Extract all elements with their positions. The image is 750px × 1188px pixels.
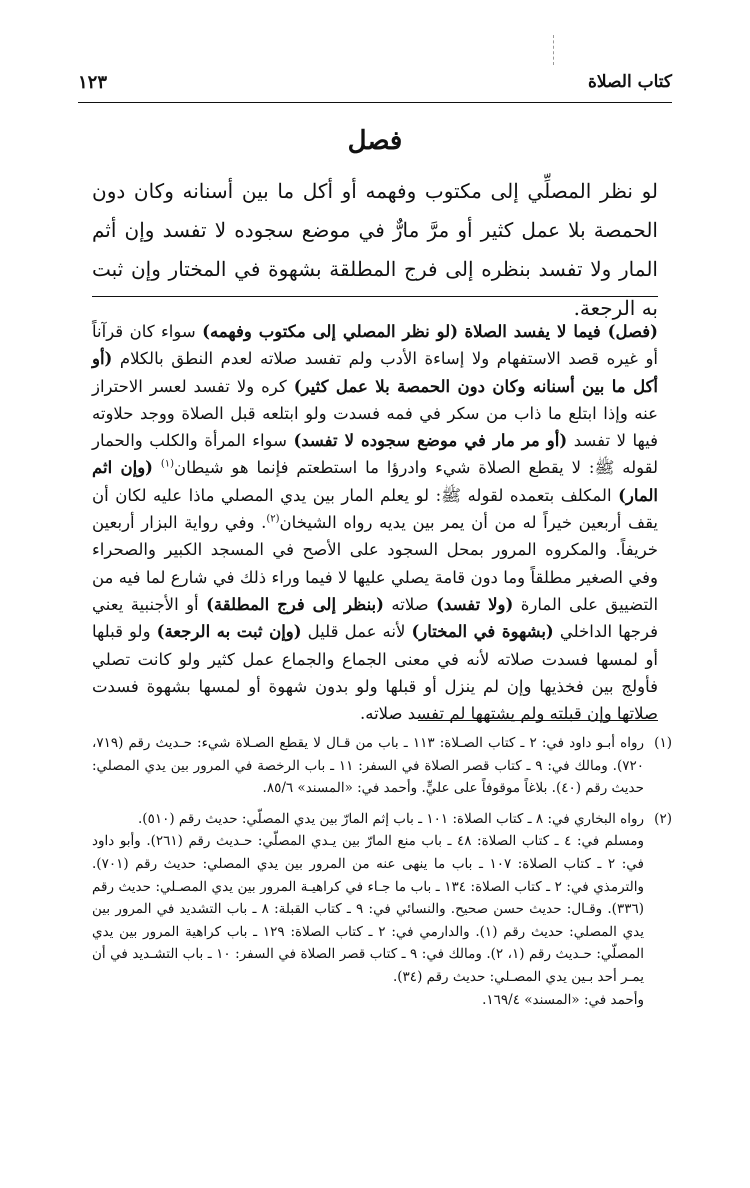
commentary-quote: (بشهوة في المختار) (411, 622, 554, 642)
text-divider (92, 296, 658, 297)
matn-text: لو نظر المصلِّي إلى مكتوب وفهمه أو أكل ما بين أسنانه وكان دون الحمصة بلا عمل كثير أو مرَّ مارٌّ في موضع سجوده لا تفسد وإن أثم المار ولا تفسد بنظره إلى فرج المطلقة بشهوة في المختار وإن ثبت به الرجعة. (92, 179, 658, 320)
footnote-text: رواه أبـو داود في: ٢ ـ كتاب الصـلاة: ١١٣ ـ باب من قـال لا يقطع الصـلاة شيء: حـديث رقم (٧١٩، ٧٢٠). ومالك في: ٩ ـ كتاب قصر الصلاة في السفر: ١١ ـ باب الرخصة في المرور بين يدي المصلي: حديث رقم (٤٠). بلاغاً موقوفاً على عليٍّ. وأحمد في: «المسند» ٨٥/٦. (92, 735, 644, 797)
commentary-quote: (ولا تفسد) (436, 594, 514, 614)
commentary-text: المكلف بتعمده لقوله ﷺ: لو يعلم المار بين يدي المصلي ماذا عليه لكان أن يقف أربعين خيراً له من أن يمر بين يديه رواه الشيخان (92, 485, 659, 533)
page-number: ١٢٣ (78, 72, 108, 93)
commentary-text: سواء كان قرآناً أو غيره قصد الاستفهام ولا إساءة الأدب ولم تفسد صلاته لعدم النطق بالكلام (92, 322, 659, 369)
footnote-ref[interactable]: (٢) (266, 513, 280, 525)
footnote-ref[interactable]: (١) (160, 458, 175, 470)
section-title: فصل (347, 126, 403, 156)
footnote-2 (92, 808, 672, 1011)
footnote-rule (418, 720, 658, 721)
footnotes (92, 732, 672, 1019)
footnote-text: ومسلم في: ٤ ـ كتاب الصلاة: ٤٨ ـ باب منع المارّ بين يـدي المصلّي: حـديث رقم (٢٦١). وأبو داود في: ٢ ـ كتاب الصلاة: ١٠٧ ـ باب ما ينهى عنه من المرور بين يدي المصلي: حديث رقم (٧٠١). والترمذي في: ٢ ـ كتاب الصلاة: ١٣٤ ـ باب ما جـاء في كراهيـة المرور بين يدي المصـلي: حديث رقم (٣٣٦). وقـال: حديث حسن صحيح. والنسائي في: ٩ ـ كتاب القبلة: ٨ ـ باب التشديد في المرور بين يدي المصلي: حديث رقم (١). والدارمي في: ٢ ـ كتاب الصلاة: ١٢٩ ـ باب كراهية المرور بين يدي المصلّي: حـديث رقم (١، ٢). ومالك في: ٩ ـ كتاب قصر الصلاة في السفر: ١٠ ـ باب التشـديد في أن يمـر أحد بـين يدي المصـلي: حديث رقم (٣٤). (92, 833, 644, 985)
crop-mark (553, 35, 555, 65)
commentary-quote: (أو أكل ما بين أسنانه وكان دون الحمصة بلا عمل كثير) (92, 349, 659, 396)
commentary-quote: (بنظر إلى فرج المطلقة) (206, 594, 384, 614)
commentary-quote: (أو مر مار في موضع سجوده لا تفسد) (293, 431, 568, 451)
commentary-text: صلاته (391, 594, 429, 614)
commentary-text: ولو قبلها أو لمسها فسدت صلاته لأنه في معنى الجماع والجماع عمل كثير ولو كانت تصلي فأولج بين فخذيها وإن لم ينزل أو قبلها ولو بدون شهوة أو لمسها بشهوة فسدت صلاتها وإن قبلته ولم يشتهها لم تفسد صلاته. (92, 622, 658, 724)
page-header (78, 72, 672, 98)
commentary-text: سواء المرأة والكلب والحمار لقوله ﷺ: لا يقطع الصلاة شيء وادرؤا ما استطعتم فإنما هو شيطان (92, 431, 659, 478)
running-head: كتاب الصلاة (587, 72, 672, 92)
header-rule (78, 102, 672, 103)
footnote-text: رواه البخاري في: ٨ ـ كتاب الصلاة: ١٠١ ـ باب إثم المارّ بين يدي المصلّي: حديث رقم (٥١٠). (138, 810, 644, 827)
footnote-text: وأحمد في: «المسند» ١٦٩/٤. (482, 991, 644, 1008)
commentary-text: . وفي رواية البزار أربعين خريفاً. والمكروه المرور بمحل السجود على الأصح في المسجد الكبير والصحراء وفي الصغير مطلقاً وما دون قامة يصلي عليها لا فيما وراء ذلك في شارع لما فيه من التضييق على المارة (92, 513, 659, 614)
commentary-quote: (لو نظر المصلي إلى مكتوب وفهمه) (202, 322, 459, 341)
footnote-number: (١) (654, 735, 672, 751)
commentary-text: كره ولا تفسد لعسر الاحتراز عنه وإذا ابتلع ما ذاب من سكر في فمه فسدت ولو ابتلعه قبل الصلاة ووجد حلاوته فيها لا تفسد (92, 376, 659, 451)
commentary-text: أو الأجنبية يعني فرجها الداخلي (92, 594, 659, 642)
commentary-paragraph (92, 318, 658, 727)
footnote-1 (92, 732, 672, 800)
footnote-number: (٢) (654, 810, 672, 827)
commentary-bold: (فصل) فيما لا يفسد الصلاة (464, 322, 658, 341)
commentary-quote: (وإن اثم المار) (92, 458, 659, 505)
commentary-quote: (وإن ثبت به الرجعة) (156, 622, 302, 642)
commentary-text: لأنه عمل قليل (307, 622, 406, 642)
